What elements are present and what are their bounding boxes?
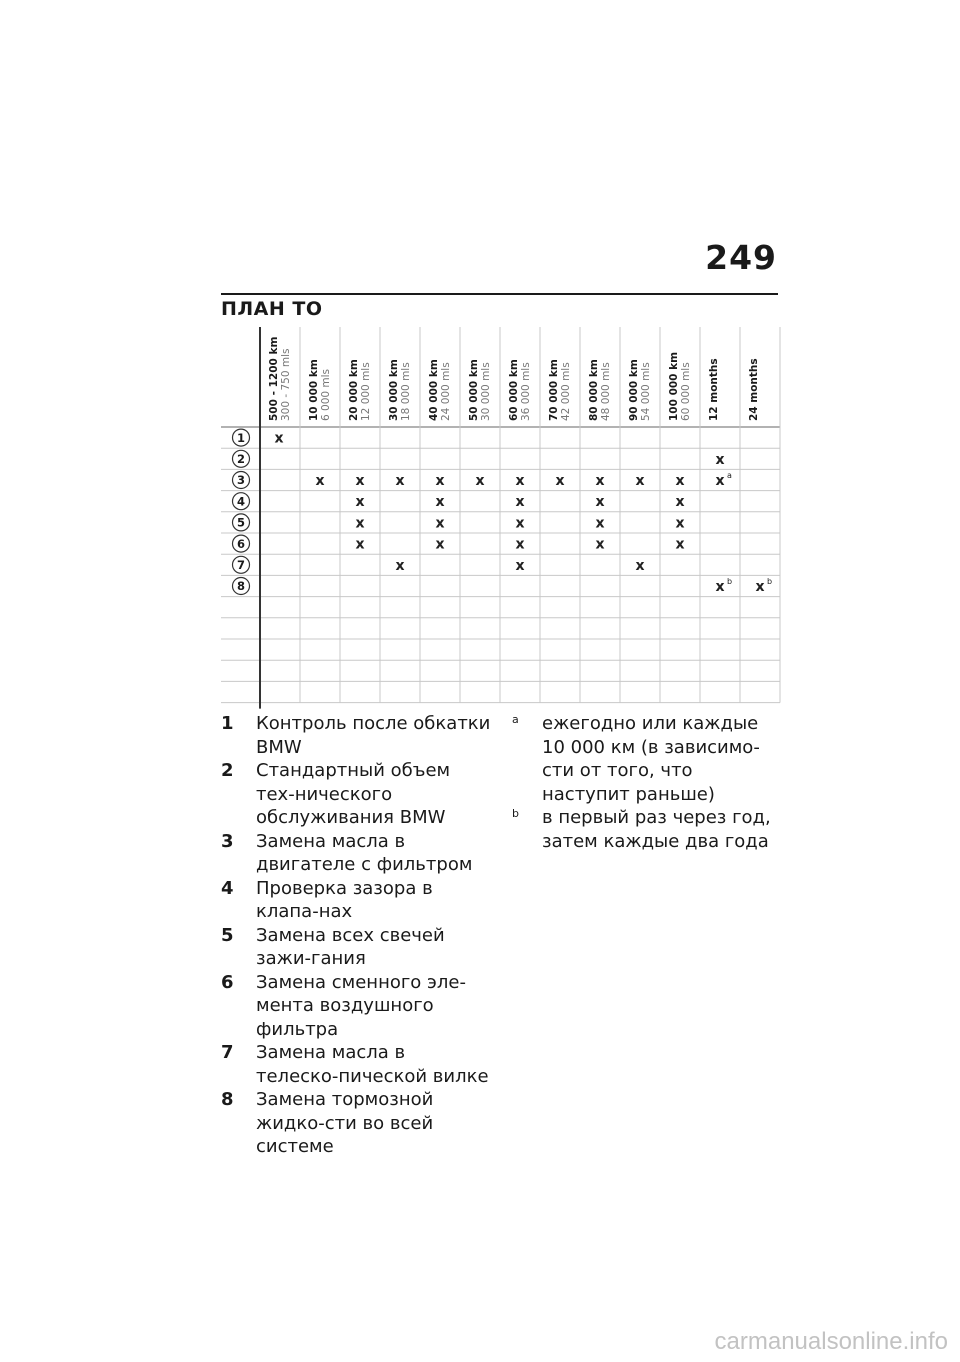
footnote-item bbox=[512, 806, 777, 853]
schedule-mark: x bbox=[274, 430, 284, 447]
column-header-km: 70 000 km bbox=[548, 359, 560, 421]
column-header-mls: 42 000 mls bbox=[560, 362, 572, 421]
section-title: ПЛАН ТО bbox=[221, 298, 323, 320]
schedule-mark: x bbox=[635, 473, 645, 489]
footnote-mark: a bbox=[512, 713, 519, 726]
column-header-km: 80 000 km bbox=[588, 359, 600, 421]
legend-text: Замена тормозной жидко-сти во всей системе bbox=[256, 1089, 434, 1157]
column-header-mls: 12 000 mls bbox=[360, 362, 372, 421]
legend-text: Проверка зазора в клапа-нах bbox=[256, 877, 433, 922]
legend-text: Стандартный объем тех-нического обслуживания BMW bbox=[256, 760, 451, 828]
schedule-mark: x bbox=[755, 579, 765, 595]
legend-number: 3 bbox=[221, 830, 234, 852]
schedule-mark: x bbox=[675, 515, 685, 532]
row-number: 8 bbox=[236, 579, 246, 594]
row-number: 7 bbox=[236, 558, 246, 572]
legend-number: 2 bbox=[221, 760, 234, 781]
legend-item bbox=[221, 1088, 491, 1159]
schedule-mark: x bbox=[715, 579, 725, 595]
schedule-mark: x bbox=[315, 473, 325, 489]
legend-number: 5 bbox=[221, 924, 234, 946]
column-header-km: 60 000 km bbox=[508, 359, 520, 421]
schedule-mark: x bbox=[515, 557, 525, 574]
legend-number: 1 bbox=[221, 713, 234, 734]
column-header-mls: 300 - 750 mls bbox=[280, 348, 292, 421]
row-number: 6 bbox=[236, 536, 246, 551]
schedule-mark: x bbox=[595, 494, 605, 511]
footnote-item bbox=[512, 712, 777, 806]
schedule-mark: x bbox=[555, 473, 565, 489]
schedule-mark: x bbox=[715, 473, 725, 489]
row-number: 5 bbox=[236, 515, 246, 530]
schedule-mark: x bbox=[355, 494, 365, 511]
legend-item bbox=[221, 1041, 491, 1088]
page-number: 249 bbox=[705, 238, 777, 277]
legend-item bbox=[221, 759, 491, 830]
column-header-mls: 30 000 mls bbox=[480, 362, 492, 421]
legend-number: 6 bbox=[221, 971, 234, 993]
column-header-km: 500 - 1200 km bbox=[268, 336, 280, 421]
header-rule bbox=[221, 293, 778, 295]
legend-list bbox=[221, 712, 491, 1159]
schedule-mark: x bbox=[595, 473, 605, 489]
column-header-mls: 48 000 mls bbox=[600, 362, 612, 421]
row-number: 1 bbox=[236, 430, 246, 445]
schedule-mark: x bbox=[355, 473, 365, 489]
column-header-km: 100 000 km bbox=[668, 351, 680, 421]
legend-text: Замена всех свечей зажи-гания bbox=[256, 924, 445, 969]
column-header-mls: 54 000 mls bbox=[640, 362, 652, 421]
column-header-mls: 24 000 mls bbox=[440, 362, 452, 421]
schedule-mark: x bbox=[355, 515, 365, 532]
column-header-mls: 6 000 mls bbox=[320, 368, 332, 421]
legend-text: Контроль после обкатки BMW bbox=[256, 713, 491, 758]
schedule-mark: x bbox=[395, 557, 405, 574]
footnotes-list bbox=[512, 712, 777, 853]
legend-item bbox=[221, 877, 491, 924]
footnote-marker: b bbox=[727, 577, 733, 586]
footnote-text: в первый раз через год, затем каждые два года bbox=[542, 807, 771, 852]
legend-text: Замена масла в телеско-пической вилке bbox=[256, 1042, 489, 1087]
legend-number: 4 bbox=[221, 877, 234, 899]
column-header-km: 30 000 km bbox=[388, 359, 400, 421]
schedule-mark: x bbox=[515, 536, 525, 553]
schedule-mark: x bbox=[675, 494, 685, 511]
column-header-km: 20 000 km bbox=[348, 359, 360, 421]
legend-item bbox=[221, 712, 491, 759]
footnote-mark: b bbox=[512, 807, 519, 820]
schedule-mark: x bbox=[515, 494, 525, 511]
column-header-km: 12 months bbox=[708, 358, 720, 421]
legend-item bbox=[221, 971, 491, 1042]
legend-item bbox=[221, 924, 491, 971]
schedule-mark: x bbox=[435, 515, 445, 532]
schedule-mark: x bbox=[715, 451, 725, 468]
legend-text: Замена сменного эле-мента воздушного фильтра bbox=[256, 971, 466, 1040]
maintenance-schedule-table bbox=[221, 327, 781, 712]
legend-number: 8 bbox=[221, 1089, 234, 1110]
column-header-km: 24 months bbox=[748, 358, 760, 421]
legend-text: Замена масла в двигателе с фильтром bbox=[256, 830, 473, 875]
footnote-marker: b bbox=[767, 577, 773, 586]
schedule-mark: x bbox=[595, 515, 605, 532]
schedule-mark: x bbox=[595, 536, 605, 553]
column-header-km: 40 000 km bbox=[428, 359, 440, 421]
column-header-km: 10 000 km bbox=[308, 359, 320, 421]
watermark: carmanualsonline.info bbox=[714, 1328, 948, 1355]
column-header-km: 90 000 km bbox=[628, 359, 640, 421]
schedule-mark: x bbox=[675, 536, 685, 553]
schedule-mark: x bbox=[635, 557, 645, 574]
column-header-mls: 60 000 mls bbox=[680, 362, 692, 421]
legend-number: 7 bbox=[221, 1042, 234, 1063]
row-number: 3 bbox=[236, 473, 246, 488]
schedule-mark: x bbox=[395, 473, 405, 489]
schedule-mark: x bbox=[435, 536, 445, 553]
legend-item bbox=[221, 830, 491, 877]
schedule-mark: x bbox=[435, 473, 445, 489]
schedule-mark: x bbox=[355, 536, 365, 553]
footnote-text: ежегодно или каждые 10 000 км (в зависимо-сти от того, что наступит раньше) bbox=[542, 713, 760, 805]
column-header-km: 50 000 km bbox=[468, 359, 480, 421]
row-number: 4 bbox=[236, 494, 246, 509]
schedule-mark: x bbox=[435, 494, 445, 511]
schedule-mark: x bbox=[675, 473, 685, 489]
schedule-mark: x bbox=[515, 515, 525, 532]
row-number: 2 bbox=[236, 452, 246, 466]
schedule-mark: x bbox=[475, 473, 485, 489]
schedule-mark: x bbox=[515, 473, 525, 489]
column-header-mls: 18 000 mls bbox=[400, 362, 412, 421]
footnote-marker: a bbox=[727, 471, 732, 480]
column-header-mls: 36 000 mls bbox=[520, 362, 532, 421]
